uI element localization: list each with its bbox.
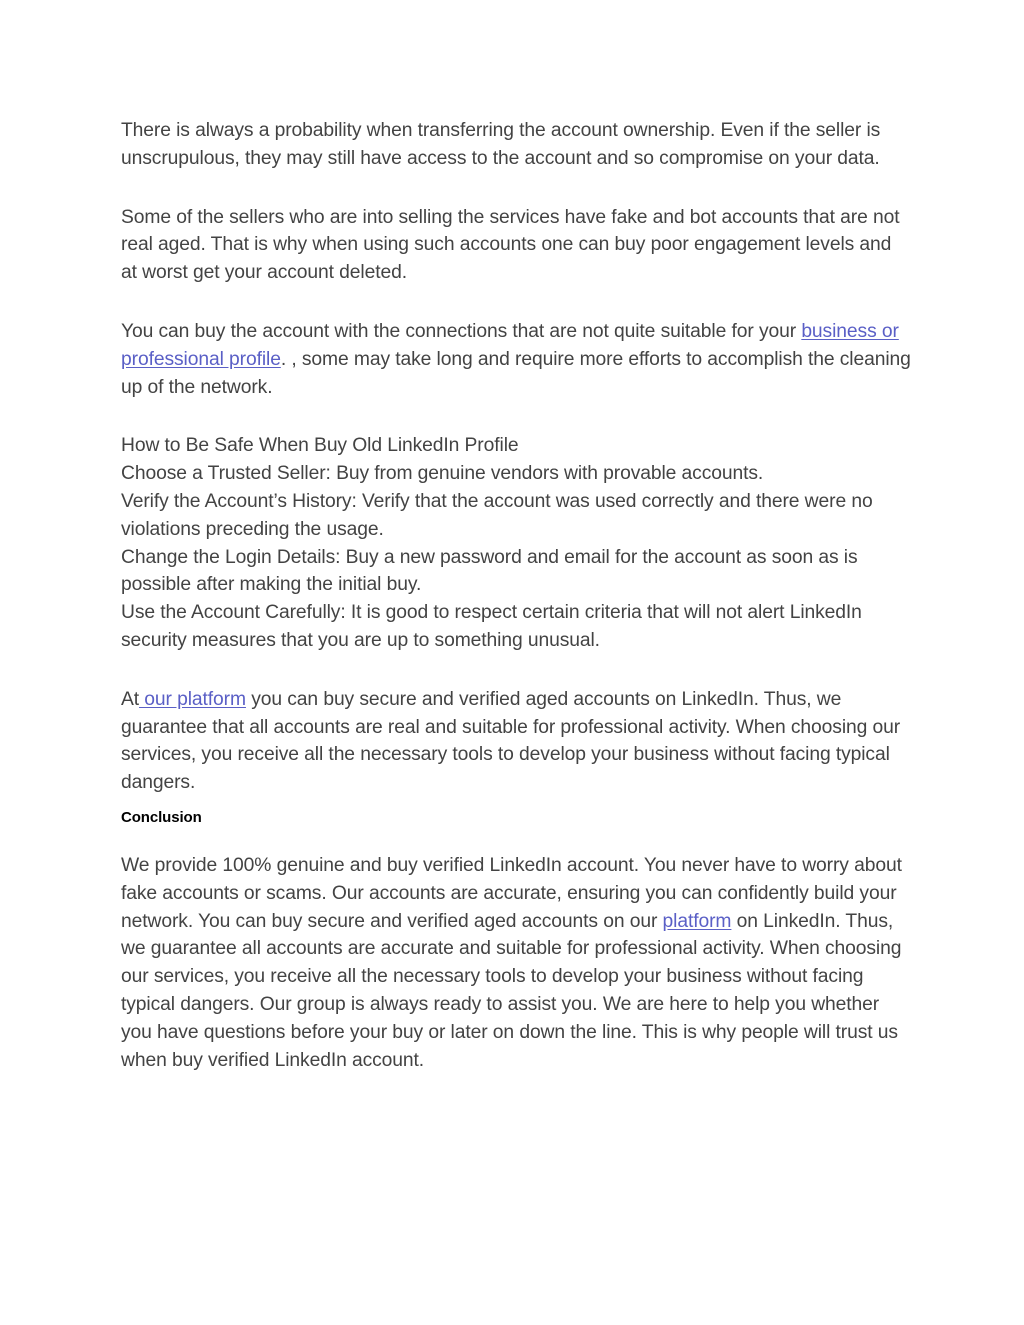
document-page [121, 117, 911, 1074]
paragraph-connections-text-end: . , some may take long and require more efforts to accomplish the cleaning up of the network. [121, 348, 911, 398]
paragraph-our-platform [121, 686, 911, 797]
paragraph-our-platform-text-start: At [121, 688, 140, 710]
conclusion-heading: Conclusion [121, 808, 202, 826]
safety-tips-title: How to Be Safe When Buy Old LinkedIn Profile [121, 435, 519, 457]
safety-tips-section [121, 432, 911, 654]
business-profile-link[interactable]: business or professional profile [121, 320, 899, 370]
paragraph-conclusion-text-start: We provide 100% genuine and buy verified LinkedIn account. You never have to worry about fake accounts or scams. Our accounts are accurate, ensuring you can confidently build your network. You can buy secure and verified aged accounts on our [121, 854, 902, 932]
paragraph-conclusion [121, 852, 911, 1074]
our-platform-link[interactable]: our platform [139, 688, 246, 710]
safety-tip-item: Choose a Trusted Seller: Buy from genuine vendors with provable accounts. [121, 463, 764, 485]
paragraph-our-platform-text-end: you can buy secure and verified aged accounts on LinkedIn. Thus, we guarantee that all accounts are real and suitable for professional activity. When choosing our services, you receive all the necessary tools to develop your business without facing typical dangers. [121, 688, 901, 794]
safety-tip-item: Use the Account Carefully: It is good to respect certain criteria that will not alert LinkedIn security measures that you are up to something unusual. [121, 602, 862, 651]
paragraph-connections-text-start: You can buy the account with the connections that are not quite suitable for your [121, 320, 802, 342]
paragraph-connections [121, 318, 911, 401]
safety-tip-item: Change the Login Details: Buy a new password and email for the account as soon as is possible after making the initial buy. [121, 546, 858, 596]
paragraph-fake-accounts: Some of the sellers who are into selling the services have fake and bot accounts that are not real aged. That is why when using such accounts one can buy poor engagement levels and at worst get your account deleted. [121, 206, 900, 284]
paragraph-ownership-risk: There is always a probability when transferring the account ownership. Even if the seller is unscrupulous, they may still have access to the account and so compromise on your data. [121, 120, 881, 169]
paragraph-conclusion-text-end: on LinkedIn. Thus, we guarantee all accounts are accurate and suitable for professional activity. When choosing our services, you receive all the necessary tools to develop your business without facing typical dangers. Our group is always ready to assist you. We are here to help you whether you have questions before your buy or later on down the line. This is why people will trust us when buy verified LinkedIn account. [121, 910, 902, 1071]
platform-link[interactable]: platform [662, 910, 732, 932]
safety-tip-item: Verify the Account’s History: Verify that the account was used correctly and there were no violations preceding the usage. [121, 490, 873, 540]
